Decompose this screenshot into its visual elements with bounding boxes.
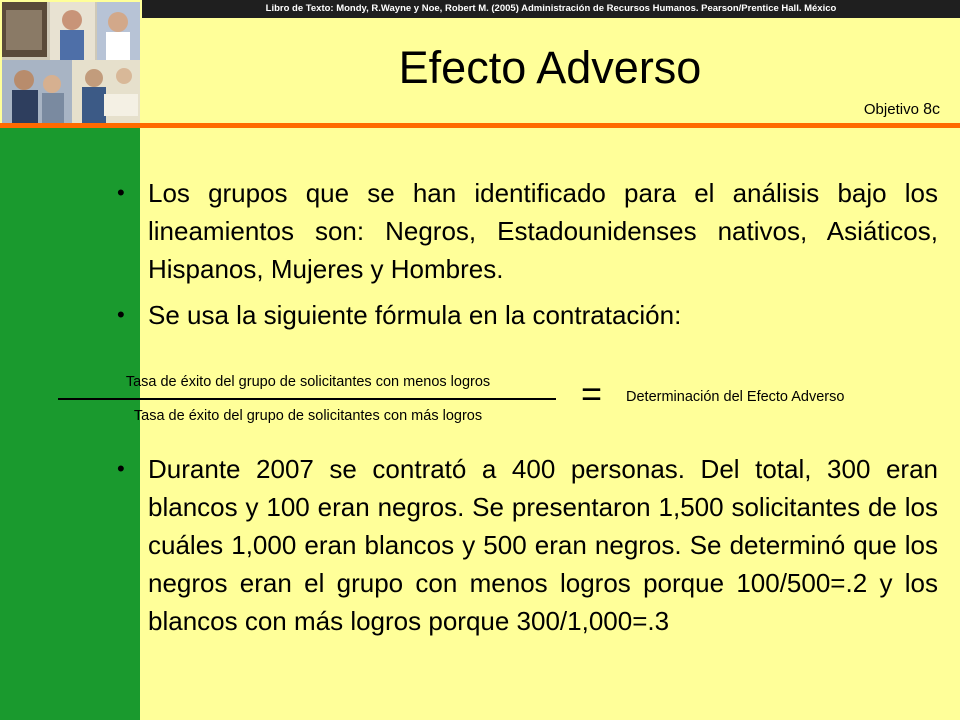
objective-text: Objetivo bbox=[863, 101, 919, 118]
objective-code: 8c bbox=[923, 101, 940, 118]
formula-equals-sign: = bbox=[581, 373, 603, 414]
sidebar-bar bbox=[0, 128, 140, 720]
formula-denominator: Tasa de éxito del grupo de solicitantes con más logros bbox=[133, 408, 483, 424]
bullet-item bbox=[117, 174, 938, 288]
bullet-text: Se usa la siguiente fórmula en la contratación: bbox=[148, 300, 682, 330]
textbook-credit: Libro de Texto: Mondy, R.Wayne y Noe, Robert M. (2005) Administración de Recursos Humanos. Pearson/Prentice Hall. México bbox=[265, 3, 837, 14]
bullet-item bbox=[117, 450, 938, 640]
formula-numerator: Tasa de éxito del grupo de solicitantes con menos logros bbox=[125, 374, 491, 390]
bullet-icon: • bbox=[117, 456, 125, 481]
header-divider bbox=[0, 123, 960, 128]
formula-result: Determinación del Efecto Adverso bbox=[626, 389, 845, 405]
bullet-text: Los grupos que se han identificado para el análisis bajo los lineamientos son: Negros, Estadounidenses nativos, Asiáticos, Hispanos, Mujeres y Hombres. bbox=[148, 178, 938, 284]
bullet-icon: • bbox=[117, 302, 125, 327]
bullet-item bbox=[117, 296, 938, 334]
slide-title: Efecto Adverso bbox=[398, 42, 702, 93]
people-collage-image bbox=[2, 2, 140, 123]
header-photo bbox=[2, 2, 140, 123]
formula-fraction-line bbox=[58, 398, 556, 400]
bullet-icon: • bbox=[117, 180, 125, 205]
objective-label bbox=[864, 101, 940, 119]
bullet-text: Durante 2007 se contrató a 400 personas. Del total, 300 eran blancos y 100 eran negros. Se presentaron 1,500 solicitantes de los cuáles 1,000 eran blancos y 500 eran negros. Se determinó que los negros eran el grupo con menos logros porque 100/500=.2 y los blancos con más logros porque 300/1,000=.3 bbox=[148, 454, 938, 636]
